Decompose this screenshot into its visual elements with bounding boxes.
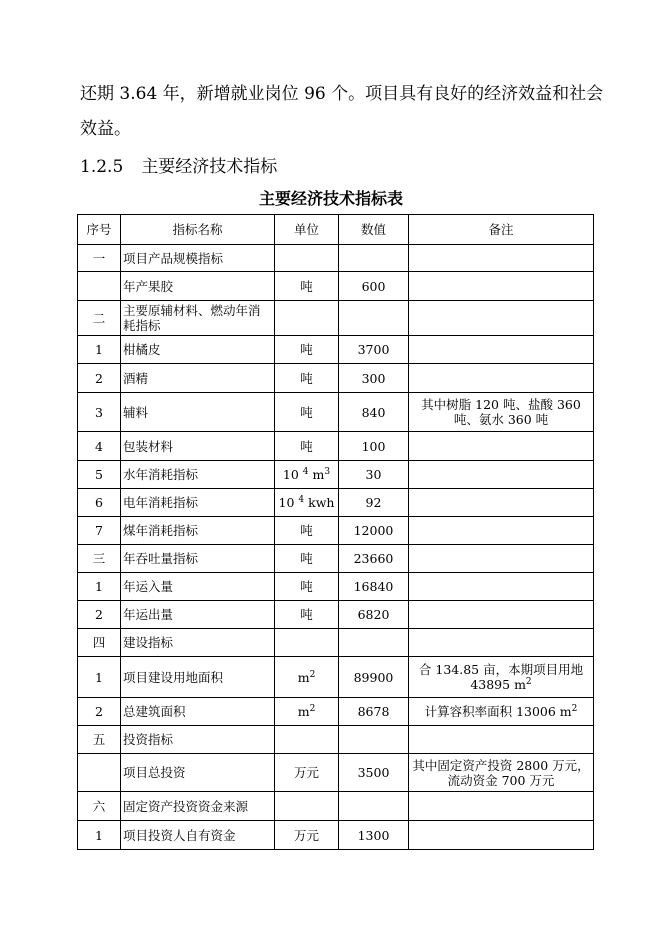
cell-row-number: 五 <box>78 726 121 754</box>
cell-remark <box>409 301 594 336</box>
cell-unit: 吨 <box>275 364 339 393</box>
header-remark: 备注 <box>409 215 594 245</box>
cell-row-number <box>78 754 121 792</box>
cell-value <box>339 792 409 821</box>
cell-remark <box>409 517 594 545</box>
cell-value: 12000 <box>339 517 409 545</box>
cell-value: 30 <box>339 461 409 489</box>
cell-row-number: 4 <box>78 432 121 461</box>
cell-remark <box>409 629 594 657</box>
cell-unit: 万元 <box>275 821 339 850</box>
cell-value: 600 <box>339 272 409 301</box>
cell-unit: 吨 <box>275 545 339 573</box>
cell-row-number: 1 <box>78 573 121 601</box>
cell-row-number: 2 <box>78 601 121 629</box>
cell-value <box>339 726 409 754</box>
cell-row-number: 1 <box>78 657 121 698</box>
cell-indicator-name: 投资指标 <box>121 726 275 754</box>
cell-value: 840 <box>339 393 409 432</box>
header-indicator-name: 指标名称 <box>121 215 275 245</box>
cell-row-number: 六 <box>78 792 121 821</box>
cell-row-number: 5 <box>78 461 121 489</box>
table-row <box>78 792 594 821</box>
cell-row-number: 7 <box>78 517 121 545</box>
cell-remark <box>409 489 594 517</box>
cell-unit: 吨 <box>275 573 339 601</box>
section-number: 1.2.5 <box>80 157 124 177</box>
cell-value: 89900 <box>339 657 409 698</box>
cell-value <box>339 629 409 657</box>
cell-remark <box>409 545 594 573</box>
cell-indicator-name: 电年消耗指标 <box>121 489 275 517</box>
cell-row-number: 一 <box>78 245 121 272</box>
cell-indicator-name: 固定资产投资资金来源 <box>121 792 275 821</box>
table-title: 主要经济技术指标表 <box>258 189 403 208</box>
cell-value: 3700 <box>339 336 409 364</box>
cell-value: 8678 <box>339 698 409 726</box>
cell-value: 16840 <box>339 573 409 601</box>
cell-unit: 10 $^4$ kwh <box>275 489 339 517</box>
cell-remark <box>409 364 594 393</box>
cell-row-number: 2 <box>78 698 121 726</box>
table-row <box>78 272 594 301</box>
intro-line-2: 效益。 <box>80 119 131 139</box>
table-row <box>78 364 594 393</box>
cell-row-number: 2 <box>78 364 121 393</box>
cell-unit: 吨 <box>275 601 339 629</box>
cell-value: 3500 <box>339 754 409 792</box>
cell-row-number: 6 <box>78 489 121 517</box>
section-title: 主要经济技术指标 <box>141 157 278 177</box>
cell-indicator-name: 水年消耗指标 <box>121 461 275 489</box>
cell-row-number: 1 <box>78 821 121 850</box>
cell-remark <box>409 245 594 272</box>
table-row <box>78 601 594 629</box>
cell-remark <box>409 601 594 629</box>
cell-unit: $m^2$ <box>275 698 339 726</box>
cell-unit <box>275 726 339 754</box>
cell-value: 92 <box>339 489 409 517</box>
cell-unit: 万元 <box>275 754 339 792</box>
cell-indicator-name: 柑橘皮 <box>121 336 275 364</box>
cell-indicator-name: 年产果胶 <box>121 272 275 301</box>
cell-remark <box>409 792 594 821</box>
cell-indicator-name: 项目投资人自有资金 <box>121 821 275 850</box>
cell-remark: 其中固定资产投资 2800 万元，流动资金 700 万元 <box>409 754 594 792</box>
header-row-number: 序号 <box>78 215 121 245</box>
cell-remark <box>409 821 594 850</box>
cell-indicator-name: 酒精 <box>121 364 275 393</box>
table-row <box>78 545 594 573</box>
cell-unit <box>275 301 339 336</box>
cell-remark <box>409 336 594 364</box>
cell-remark: 合 134.85 亩，本期项目用地 43895 $m^2$ <box>409 657 594 698</box>
cell-indicator-name: 辅料 <box>121 393 275 432</box>
cell-unit <box>275 629 339 657</box>
table-header-row <box>78 215 594 245</box>
cell-unit: 吨 <box>275 336 339 364</box>
table-row <box>78 821 594 850</box>
cell-indicator-name: 项目产品规模指标 <box>121 245 275 272</box>
header-value: 数值 <box>339 215 409 245</box>
header-unit: 单位 <box>275 215 339 245</box>
cell-indicator-name: 主要原辅材料、燃动年消耗指标 <box>121 301 275 336</box>
table-row <box>78 432 594 461</box>
cell-value <box>339 301 409 336</box>
cell-unit: 吨 <box>275 393 339 432</box>
cell-unit: 吨 <box>275 432 339 461</box>
cell-value: 1300 <box>339 821 409 850</box>
table-row <box>78 245 594 272</box>
cell-row-number: 1 <box>78 336 121 364</box>
cell-unit: 吨 <box>275 517 339 545</box>
cell-row-number <box>78 272 121 301</box>
table-row <box>78 489 594 517</box>
intro-line-1: 还期 3.64 年，新增就业岗位 96 个。项目具有良好的经济效益和社会 <box>80 84 604 104</box>
table-row <box>78 726 594 754</box>
cell-value: 6820 <box>339 601 409 629</box>
table-row <box>78 573 594 601</box>
table-row <box>78 629 594 657</box>
table-row <box>78 301 594 336</box>
cell-indicator-name: 年运出量 <box>121 601 275 629</box>
cell-remark <box>409 432 594 461</box>
cell-indicator-name: 包装材料 <box>121 432 275 461</box>
cell-unit: $m^2$ <box>275 657 339 698</box>
table-row <box>78 754 594 792</box>
cell-indicator-name: 总建筑面积 <box>121 698 275 726</box>
cell-unit <box>275 792 339 821</box>
cell-indicator-name: 项目总投资 <box>121 754 275 792</box>
cell-value: 100 <box>339 432 409 461</box>
table-row <box>78 393 594 432</box>
cell-indicator-name: 项目建设用地面积 <box>121 657 275 698</box>
cell-unit <box>275 245 339 272</box>
cell-value <box>339 245 409 272</box>
cell-indicator-name: 煤年消耗指标 <box>121 517 275 545</box>
indicators-table <box>77 214 594 850</box>
table-row <box>78 517 594 545</box>
cell-unit: 吨 <box>275 272 339 301</box>
cell-unit: 10 $^4$ $m^3$ <box>275 461 339 489</box>
cell-row-number: 三 <box>78 545 121 573</box>
cell-remark <box>409 573 594 601</box>
cell-remark <box>409 726 594 754</box>
cell-value: 300 <box>339 364 409 393</box>
cell-remark <box>409 461 594 489</box>
section-heading <box>80 152 277 177</box>
cell-row-number: 二 <box>78 301 121 336</box>
cell-indicator-name: 年吞吐量指标 <box>121 545 275 573</box>
cell-indicator-name: 建设指标 <box>121 629 275 657</box>
cell-row-number: 3 <box>78 393 121 432</box>
cell-indicator-name: 年运入量 <box>121 573 275 601</box>
cell-remark <box>409 272 594 301</box>
cell-value: 23660 <box>339 545 409 573</box>
cell-remark: 计算容积率面积 13006 $m^2$ <box>409 698 594 726</box>
cell-remark: 其中树脂 120 吨、盐酸 360 吨、氨水 360 吨 <box>409 393 594 432</box>
table-row <box>78 698 594 726</box>
cell-row-number: 四 <box>78 629 121 657</box>
table-row <box>78 657 594 698</box>
table-row <box>78 336 594 364</box>
table-row <box>78 461 594 489</box>
